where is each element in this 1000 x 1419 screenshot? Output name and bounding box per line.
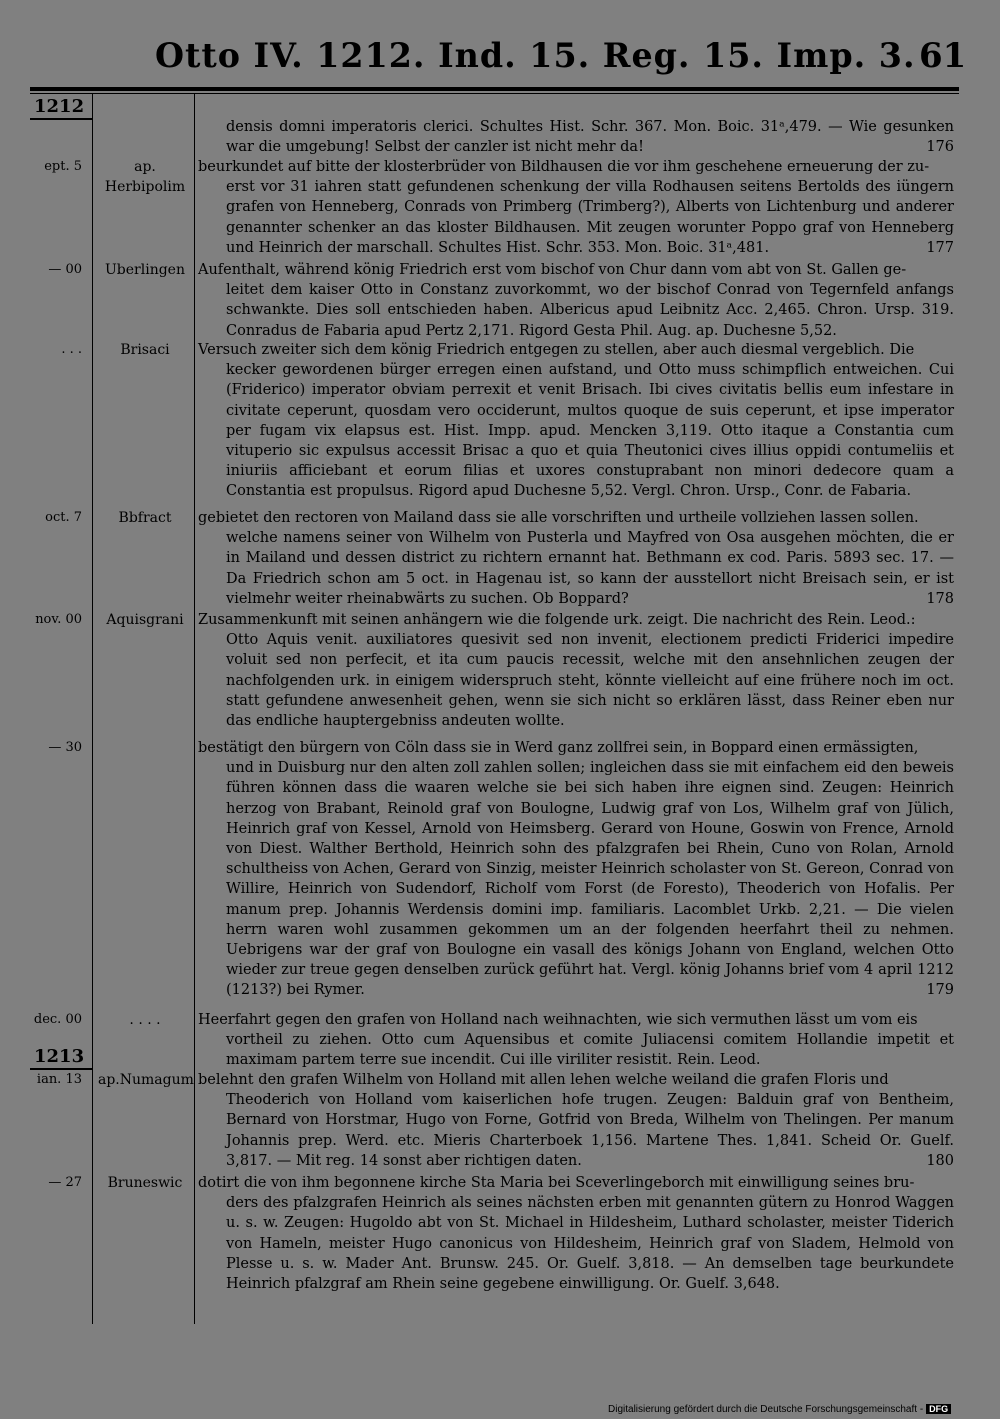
entry-first-line: Zusammenkunft mit seinen anhängern wie die folgende urk. zeigt. Die nachricht des Rein. Leod.: <box>198 612 916 628</box>
entry-text <box>198 1070 954 1171</box>
regest-number: 180 <box>926 1152 954 1169</box>
entry-text <box>198 260 954 341</box>
entry-body: ders des pfalzgrafen Heinrich als seines nächsten erben mit genannten gütern zu Honrod Waggen u. s. w. Zeugen: Hugoldo abt von St. Michael in Hildesheim, Luthard scholaster, meister Tiderich von Hameln, meister Hugo canonicus von Hildesheim, Heinrich graf von Sladem, Helmold von Plesse u. s. w. Mader Ant. Brunsw. 245. Or. Guelf. 3,818. — An demselben tage beurkundete Heinrich pfalzgraf am Rhein seine gegebene einwilligung. Or. Guelf. 3,648. <box>226 1195 954 1293</box>
entry-date: — 30 <box>48 740 82 755</box>
entry-first-line: beurkundet auf bitte der klosterbrüder von Bildhausen die vor ihm geschehene erneuerung der zu- <box>198 159 930 175</box>
year-underline <box>30 118 92 120</box>
entry-body: densis domni imperatoris clerici. Schultes Hist. Schr. 367. Mon. Boic. 31ᵃ,479. — Wie gesunken war die umgebung! Selbst der canzler ist nicht mehr da! <box>226 119 954 156</box>
entry-text <box>198 340 954 502</box>
entry-body: welche namens seiner von Wilhelm von Pusterla und Mayfred von Osa ausgehen möchten, die er in Mailand und dessen district zu richtern ernannt hat. Bethmann ex cod. Paris. 5893 sec. 17. — Da Friedrich schon am 5 oct. in Hagenau ist, so kann der ausstellort nicht Breisach sein, er ist vielmehr weiter rheinabwärts zu suchen. Ob Boppard? <box>226 530 954 607</box>
entry-text <box>198 1173 954 1294</box>
regest-number: 177 <box>926 239 954 256</box>
entry-place: ap. Herbipolim <box>104 159 186 195</box>
entry-date: — 00 <box>48 262 82 277</box>
page-number: 61 <box>919 36 967 76</box>
entry-continuation <box>198 117 954 157</box>
entry-first-line: Versuch zweiter sich dem könig Friedrich entgegen zu stellen, aber auch diesmal vergeblich. Die <box>198 342 915 358</box>
entry-continuation <box>198 1030 954 1070</box>
entry-continuation <box>198 177 954 258</box>
entry-body: leitet dem kaiser Otto in Constanz zuvorkommt, wo der bischof Conrad von Tegernfeld anfangs schwankte. Dies soll entschieden haben. Albericus apud Leibnitz Acc. 2,465. Chron. Ursp. 319. Conradus de Fabaria apud Pertz 2,171. Rigord Gesta Phil. Aug. ap. Duchesne 5,52. <box>226 282 954 339</box>
entry-place: Aquisgrani <box>106 612 184 628</box>
entry-date: — 27 <box>48 1175 82 1190</box>
header-rule-thin <box>30 93 959 94</box>
entry-text <box>198 157 954 258</box>
column-divider <box>194 94 195 1324</box>
entry-first-line: Heerfahrt gegen den grafen von Holland nach weihnachten, wie sich vermuthen lässt um vom eis <box>198 1012 918 1028</box>
entry-body: erst vor 31 iahren statt gefundenen schenkung der villa Rodhausen seitens Bertolds des iüngern grafen von Henneberg, Conrads von Primberg (Trimberg?), Alberts von Lichtenburg und anderer genannter schenker an das kloster Bildhausen. Mit zeugen worunter Poppo graf von Henneberg und Heinrich der marschall. Schultes Hist. Schr. 353. Mon. Boic. 31ᵃ,481. <box>226 179 954 256</box>
entry-continuation <box>198 758 954 1000</box>
year-underline <box>30 1068 92 1070</box>
entry-first-line: bestätigt den bürgern von Cöln dass sie in Werd ganz zollfrei sein, in Boppard einen ermässigten, <box>198 740 919 756</box>
regest-number: 176 <box>926 139 954 156</box>
entry-date: . . . <box>61 342 82 357</box>
entry-first-line: dotirt die von ihm begonnene kirche Sta Maria bei Sceverlingeborch mit einwilligung seines bru- <box>198 1175 915 1191</box>
entry-continuation <box>198 1090 954 1171</box>
entry-place: ap.Numagum <box>98 1072 194 1088</box>
regest-number: 179 <box>926 982 954 999</box>
entry-first-line: Aufenthalt, während könig Friedrich erst vom bischof von Chur dann vom abt von St. Gallen ge- <box>198 262 907 278</box>
entry-date: oct. 7 <box>45 510 82 525</box>
entry-first-line: gebietet den rectoren von Mailand dass sie alle vorschriften und urtheile vollziehen lassen sollen. <box>198 510 919 526</box>
footer-credit <box>608 1404 951 1415</box>
footer-text: Digitalisierung gefördert durch die Deutsche Forschungsgemeinschaft - <box>608 1404 924 1415</box>
entry-place: Bbfract <box>118 510 172 526</box>
entry-text <box>198 610 954 731</box>
entry-continuation <box>198 630 954 731</box>
header-rule <box>30 87 959 91</box>
entry-place: Brisaci <box>120 342 170 358</box>
entry-date: nov. 00 <box>35 612 82 627</box>
entry-text <box>198 117 954 157</box>
entry-continuation <box>198 528 954 609</box>
entry-place: Bruneswic <box>107 1175 183 1191</box>
entry-body: vortheil zu ziehen. Otto cum Aquensibus et comite Juliacensi comitem Hollandie impetit et maximam partem terre sue incendit. Cui ille viriliter resistit. Rein. Leod. <box>226 1032 954 1069</box>
entry-body: Otto Aquis venit. auxiliatores quesivit sed non invenit, electionem predicti Friderici impedire voluit sed non perfecit, et ita cum paucis recessit, welche mit den ansehnlichen zeugen der nachfolgenden urk. in einigem widerspruch steht, könnte vielleicht auf eine frühere noch im oct. statt gefundene anwesenheit gehen, wenn sie sich nicht so erklären lässt, dass Reiner eben nur das endliche hauptergebniss andeuten wollte. <box>226 632 954 730</box>
entry-first-line: belehnt den grafen Wilhelm von Holland mit allen lehen welche weiland die grafen Floris und <box>198 1072 889 1088</box>
entry-date: ian. 13 <box>36 1072 82 1087</box>
dfg-logo: DFG <box>926 1404 951 1414</box>
column-divider <box>92 94 93 1324</box>
entry-continuation <box>198 1193 954 1294</box>
regest-number: 178 <box>926 590 954 607</box>
entry-continuation <box>198 280 954 341</box>
running-title: Otto IV. 1212. Ind. 15. Reg. 15. Imp. 3. <box>155 36 916 76</box>
entry-text <box>198 738 954 1001</box>
entry-text <box>198 1010 954 1071</box>
entry-place: . . . . <box>129 1012 161 1028</box>
entry-date: ept. 5 <box>44 159 82 174</box>
year-1213: 1213 <box>34 1046 85 1067</box>
entry-place: Uberlingen <box>105 262 185 278</box>
entry-body: Theoderich von Holland vom kaiserlichen hofe trugen. Zeugen: Balduin graf von Bentheim, Bernard von Horstmar, Hugo von Forne, Gotfrid von Breda, Wilhelm von Thelingen. Per manum Johannis prep. Werd. etc. Mieris Charterboek 1,156. Martene Thes. 1,841. Scheid Or. Guelf. 3,817. — Mit reg. 14 sonst aber richtigen daten. <box>226 1092 954 1169</box>
entry-text <box>198 508 954 609</box>
entry-continuation <box>198 360 954 501</box>
entry-body: und in Duisburg nur den alten zoll zahlen sollen; ingleichen dass sie mit einfachem eid den beweis führen können dass die waaren welche sie bei sich haben ihre eignen sind. Zeugen: Heinrich herzog von Brabant, Reinold graf von Boulogne, Ludwig graf von Los, Wilhelm graf von Jülich, Heinrich graf von Kessel, Arnold von Heimsberg. Gerard von Houne, Goswin von Frence, Arnold von Diest. Walther Berthold, Heinrich sohn des pfalzgrafen bei Rhein, Cuno von Rolan, Arnold schultheiss von Achen, Gerard von Sinzig, meister Heinrich scholaster von St. Gereon, Conrad von Willire, Heinrich von Sudendorf, Richolf vom Forst (de Foresto), Theoderich von Hofalis. Per manum prep. Johannis Werdensis domini imp. familiaris. Lacomblet Urkb. 2,21. — Die vielen herrn waren wohl zusammen gekommen um an der folgenden heerfahrt theil zu nehmen. Uebrigens war der graf von Boulogne ein vasall des königs Johann von England, welchen Otto wieder zur treue gegen denselben zurück geführt hat. Vergl. könig Johanns brief vom 4 april 1212 (1213?) bei Rymer. <box>226 760 955 999</box>
page-header <box>0 32 1000 76</box>
year-1212: 1212 <box>34 96 85 117</box>
entry-body: kecker gewordenen bürger erregen einen aufstand, und Otto muss schimpflich entweichen. Cui (Friderico) imperator obviam perrexit et venit Brisach. Ibi cives civitatis bellis eum infestare in civitate ceperunt, quosdam vero occiderunt, multos quoque de suis ceperunt, et ipse imperator per fugam vix elapsus est. Hist. Impp. apud. Mencken 3,119. Otto itaque a Constantia cum vituperio sic expulsus accessit Brisac a quo et quia Theutonici cives illius oppidi contumeliis et iniuriis afficiebant et eorum filias et uxores constuprabant non minori dedecore quam a Constantia est propulsus. Rigord apud Duchesne 5,52. Vergl. Chron. Ursp., Conr. de Fabaria. <box>226 362 954 500</box>
entry-date: dec. 00 <box>33 1012 82 1027</box>
